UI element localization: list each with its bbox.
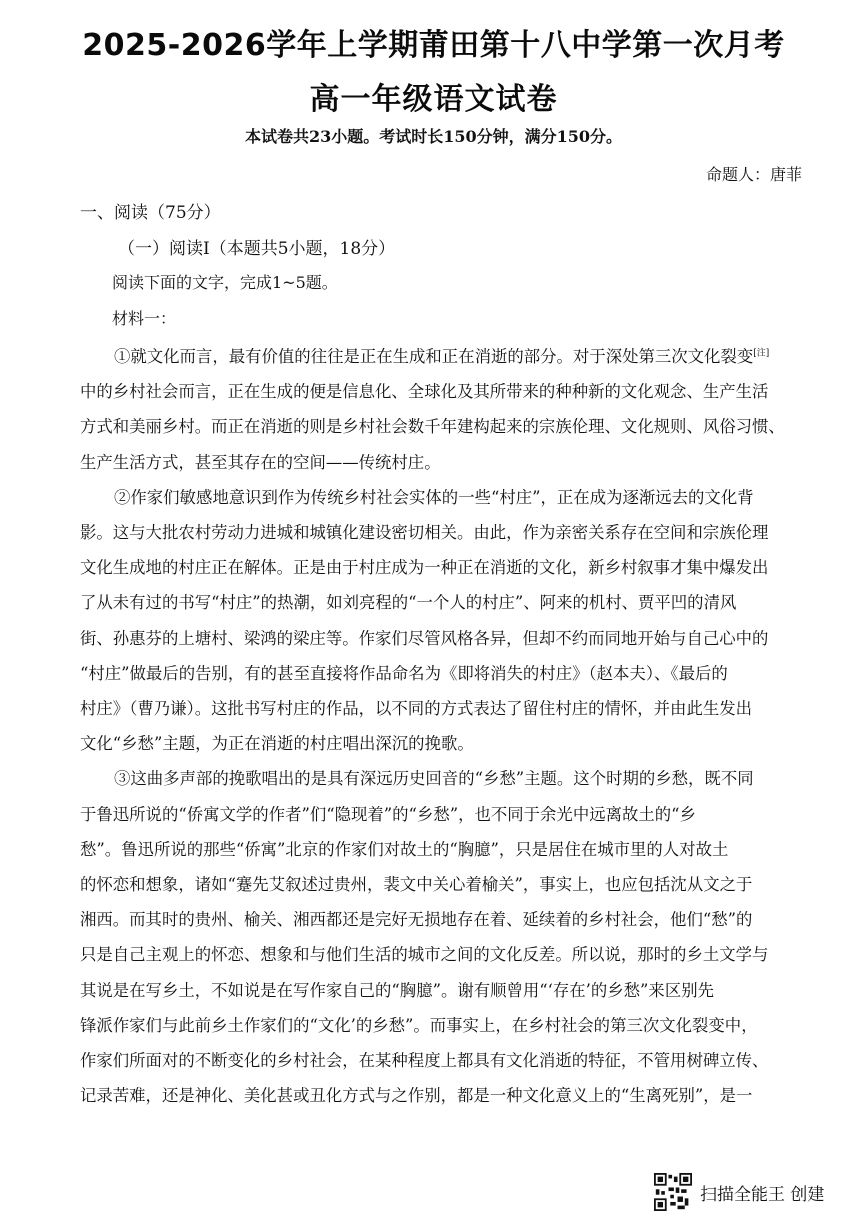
exam-title: 2025-2026学年上学期莆田第十八中学第一次月考 (82, 28, 785, 63)
text-line: 村庄》（曹乃谦）。这批书写村庄的作品，以不同的方式表达了留住村庄的情怀，并由此生发出 (80, 699, 753, 719)
text-line: 于鲁迅所说的“侨寓文学的作者”们“隐现着”的“乡愁”，也不同于余光中远离故土的“乡 (80, 804, 696, 824)
text-line: 锋派作家们与此前乡土作家们的“文化’的乡愁”。而事实上，在乡村社会的第三次文化裂变中， (80, 1015, 758, 1035)
text-line: 作家们所面对的不断变化的乡村社会，在某种程度上都具有文化消逝的特征，不管用树碑立传、 (80, 1051, 769, 1071)
text-line: 文化生成地的村庄正在解体。正是由于村庄成为一种正在消逝的文化，新乡村叙事才集中爆发出 (80, 558, 769, 578)
scanner-text: 扫描全能王 创建 (700, 1184, 825, 1205)
text-line: 的怀恋和想象，诸如“蹇先艾叙述过贵州，裴文中关心着榆关”，事实上，也应包括沈从文之于 (80, 875, 753, 895)
text-line: 愁”。鲁迅所说的那些“侨寓”北京的作家们对故土的“胸臆”，只是居住在城市里的人对故土 (80, 839, 729, 859)
text-line: ③这曲多声部的挽歌唱出的是具有深远历史回音的“乡愁”主题。这个时期的乡愁，既不同 (114, 769, 754, 789)
text-line: 湘西。而其时的贵州、榆关、湘西都还是完好无损地存在着、延续着的乡村社会，他们“愁”的 (80, 910, 753, 930)
section-heading: 一、阅读（75分） (80, 203, 221, 223)
text-line: 中的乡村社会而言，正在生成的便是信息化、全球化及其所带来的种种新的文化观念、生产生活 (80, 382, 769, 402)
scanner-watermark (654, 1170, 824, 1214)
text-line: 方式和美丽乡村。而正在消逝的则是乡村社会数千年建构起来的宗族伦理、文化规则、风俗习惯、 (80, 417, 785, 437)
text-line: 了从未有过的书写“村庄”的热潮，如刘亮程的“一个人的村庄”、阿来的机村、贾平凹的清风 (80, 593, 737, 613)
text-line: 街、孙惠芬的上塘村、梁鸿的梁庄等。作家们尽管风格各异，但却不约而同地开始与自己心中的 (80, 628, 769, 648)
text-line: “村庄”做最后的告别，有的甚至直接将作品命名为《即将消失的村庄》（赵本夫）、《最后的 (80, 663, 728, 683)
text-line: 生产生活方式，甚至其存在的空间——传统村庄。 (80, 452, 441, 472)
text-line: 其说是在写乡土，不如说是在写作家自己的“胸臆”。谢有顺曾用“‘存在’的乡愁”来区别先 (80, 980, 714, 1000)
text-line: ②作家们敏感地意识到作为传统乡村社会实体的一些“村庄”，正在成为逐渐远去的文化背 (114, 487, 754, 507)
qr-code-icon (654, 1173, 692, 1211)
text-line: 只是自己主观上的怀恋、想象和与他们生活的城市之间的文化反差。所以说，那时的乡土文学与 (80, 945, 769, 965)
exam-subtitle: 高一年级语文试卷 (309, 82, 558, 117)
paragraph-3 (80, 761, 840, 1113)
reading-material (80, 339, 840, 1113)
section-instruction: 阅读下面的文字，完成1~5题。 (112, 273, 338, 292)
paragraph-1 (80, 339, 840, 480)
text-line: 影。这与大批农村劳动力进城和城镇化建设密切相关。由此，作为亲密关系存在空间和宗族伦理 (80, 523, 769, 543)
paragraph-2 (80, 480, 840, 762)
exam-info: 本试卷共23小题。考试时长150分钟，满分150分。 (244, 127, 623, 146)
exam-author: 命题人：唐菲 (705, 165, 802, 184)
text-line: ①就文化而言，最有价值的往往是正在生成和正在消逝的部分。对于深处第三次文化裂变[注] (114, 347, 770, 366)
material-label: 材料一： (112, 309, 177, 328)
text-line: 记录苦难，还是神化、美化甚或丑化方式与之作别，都是一种文化意义上的“生离死别”，是一 (80, 1086, 753, 1106)
note-mark: [注] (753, 348, 770, 359)
text-line: 文化“乡愁”主题，为正在消逝的村庄唱出深沉的挽歌。 (80, 734, 474, 754)
section-subheading: （一）阅读Ⅰ（本题共5小题，18分） (118, 239, 396, 259)
